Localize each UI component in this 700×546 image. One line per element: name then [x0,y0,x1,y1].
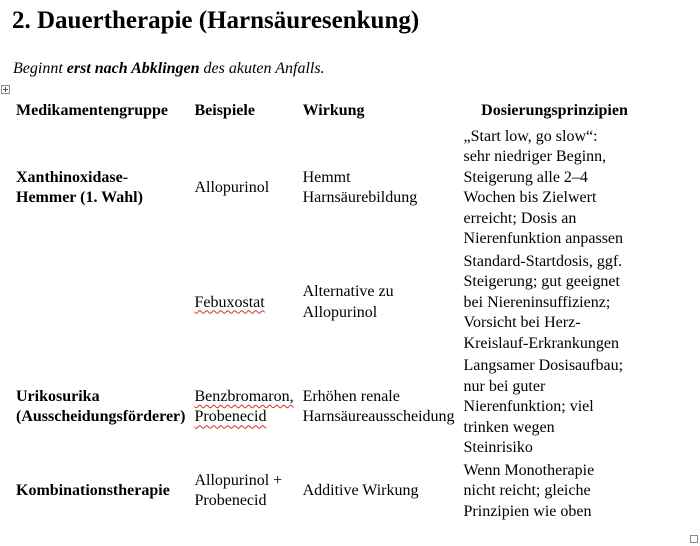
cell-line: Allopurinol + [194,471,283,489]
cell-dosing [458,460,649,524]
cell-group [10,251,188,356]
cell-examples [188,126,296,251]
cell-line: Benzbromaron, [194,387,294,405]
table-move-handle-icon[interactable] [1,85,10,94]
cell-line: Harnsäurebildung [302,189,418,206]
cell-examples [188,251,296,356]
table-header-row [10,96,649,126]
cell-effect [297,460,458,524]
cell-line: bei Niereninsuffizienz; [463,293,611,311]
cell-line: Xanthinoxidase- [16,168,129,186]
cell-line: Kreislauf-Erkrankungen [463,334,620,352]
cell-line: sehr niedriger Beginn, [463,148,607,165]
medication-table [10,96,649,523]
intro-pre: Beginnt [13,60,67,77]
cell-line: Erhöhen renale [302,387,400,405]
cell-line: Nierenfunktion anpassen [463,230,624,247]
section-heading: 2. Dauertherapie (Harnsäuresenkung) [12,7,420,34]
cell-line: Wochen bis Zielwert [463,189,597,206]
table-row [10,251,649,356]
cell-line: nicht reicht; gleiche [463,482,591,499]
cell-examples [188,460,296,524]
cell-line: Standard-Startdosis, ggf. [463,252,623,270]
cell-line: Allopurinol [302,303,378,321]
cell-effect [297,355,458,460]
cell-group [10,126,188,251]
cell-line: Hemmt [302,168,351,186]
cell-group [10,460,188,524]
cell-effect [297,126,458,251]
cell-dosing [458,126,649,251]
cell-examples [188,355,296,460]
cell-line: Febuxostat [194,293,265,311]
cell-line: Alternative zu [302,283,394,301]
cell-line: erreicht; Dosis an [463,209,577,227]
intro-sentence [13,59,325,79]
cell-dosing [458,251,649,356]
header-group: Medikamentengruppe [16,102,168,119]
cell-line: Additive Wirkung [302,482,419,499]
cell-line: Harnsäureausscheidung [302,408,455,426]
cell-line: Steigerung alle 2–4 [463,168,588,186]
cell-line: Probenecid [194,492,267,510]
cell-line: Hemmer (1. Wahl) [16,189,143,206]
table-resize-handle-icon[interactable] [690,535,698,543]
cell-line: trinken wegen [463,418,555,436]
cell-line: Probenecid [194,408,267,426]
cell-line: Nierenfunktion; viel [463,398,594,415]
header-effect: Wirkung [302,102,365,119]
cell-line: Steigerung; gut geeignet [463,273,620,290]
cell-line: Allopurinol [194,178,270,196]
cell-line: Steinrisiko [463,439,533,456]
table-row [10,460,649,524]
cell-line: „Start low, go slow“: [463,127,598,145]
table-row [10,126,649,251]
cell-line: Kombinationstherapie [16,482,170,499]
cell-group [10,355,188,460]
cell-line: (Ausscheidungsförderer) [16,408,186,426]
header-dosing: Dosierungsprinzipien [481,102,628,119]
cell-line: Urikosurika [16,387,100,405]
cell-line: Vorsicht bei Herz- [463,314,581,331]
header-examples: Beispiele [194,102,255,119]
intro-emphasis: erst nach Abklingen [66,60,200,77]
cell-line: nur bei guter [463,377,546,395]
cell-dosing [458,355,649,460]
cell-effect [297,251,458,356]
cell-line: Prinzipien wie oben [463,502,592,520]
table-row [10,355,649,460]
cell-line: Langsamer Dosisaufbau; [463,357,624,374]
cell-line: Wenn Monotherapie [463,461,595,479]
intro-post: des akuten Anfalls. [199,60,325,77]
